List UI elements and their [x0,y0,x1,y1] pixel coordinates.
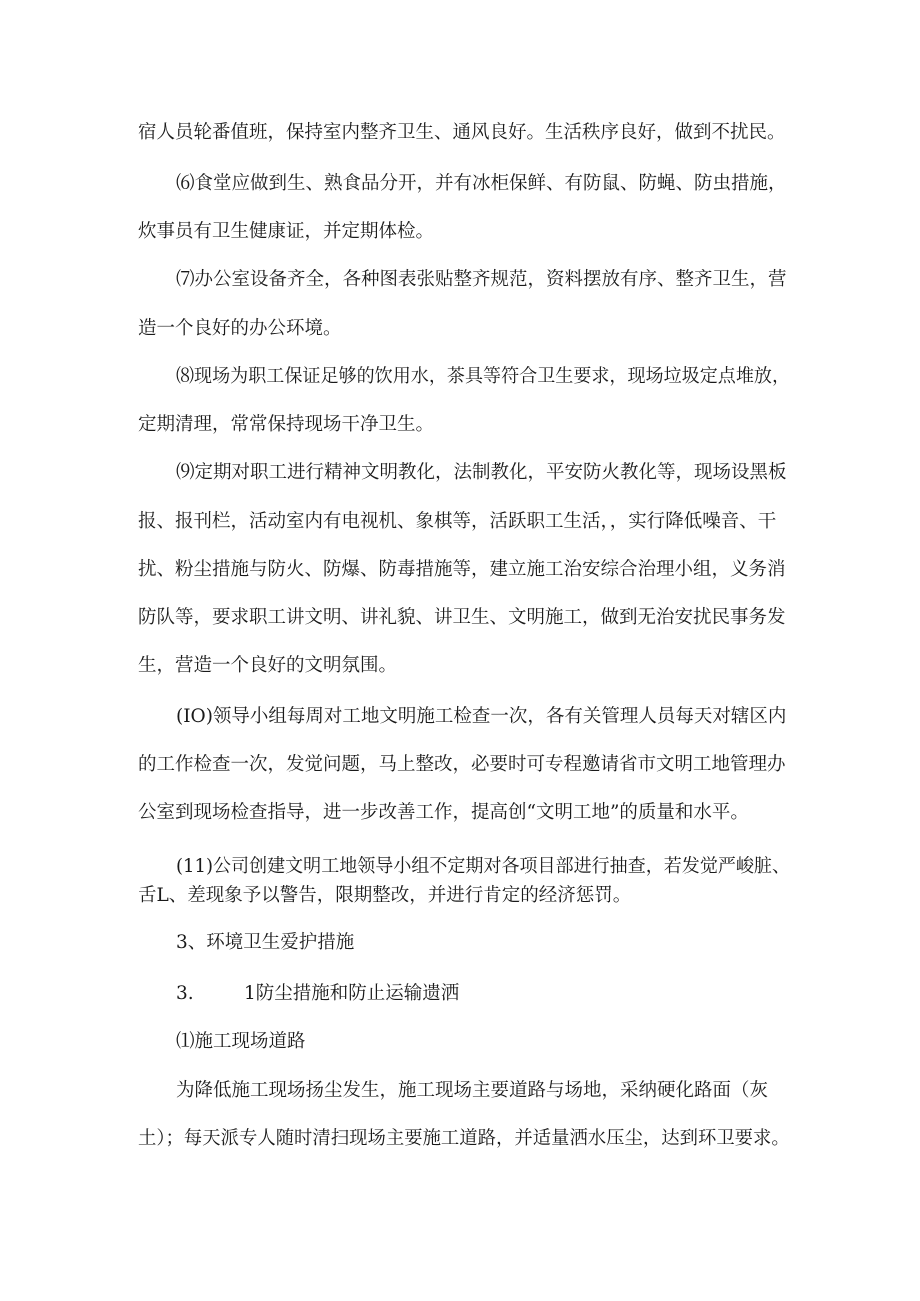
text-line: 定期清理，常常保持现场干净卫生。 [138,414,435,435]
text-line: 公室到现场检查指导，进一步改善工作，提高创“文明工地”的质量和水平。 [138,802,749,823]
text-line: (IO)领导小组每周对工地文明施工检查一次，各有关管理人员每天对辖区内 [176,706,787,727]
text-line: 生，营造一个良好的文明氛围。 [138,655,398,676]
text-line: 报、报刊栏，活动室内有电视机、象棋等，活跃职工生活，，实行降低噪音、干 [138,511,777,532]
text-line: 的工作检查一次，发觉问题，马上整改，必要时可专程邀请省市文明工地管理办 [138,754,786,775]
text-line: ⑹食堂应做到生、熟食品分开，并有冰柜保鲜、有防鼠、防蝇、防虫措施， [176,173,787,194]
text-line: 宿人员轮番值班，保持室内整齐卫生、通风良好。生活秩序良好，做到不扰民。 [138,122,786,143]
text-line: ⑺办公室设备齐全，各种图表张贴整齐规范，资料摆放有序、整齐卫生，营 [176,269,787,290]
text-line: ⑼定期对职工进行精神文明教化，法制教化，平安防火教化等，现场设黑板 [176,462,787,483]
subsection-heading: 1防尘措施和防止运输遗洒 [244,983,460,1004]
text-line: 扰、粉尘措施与防火、防爆、防毒措施等，建立施工治安综合治理小组，义务消 [138,559,786,580]
text-line: 炊事员有卫生健康证，并定期体检。 [138,221,435,242]
subsection-number: 3. [176,983,194,1004]
text-line: 防队等，要求职工讲文明、讲礼貌、讲卫生、文明施工，做到无治安扰民事务发 [138,607,786,628]
text-line: (11)公司创建文明工地领导小组不定期对各项目部进行抽查，若发觉严峻脏、 [176,856,790,877]
text-line: 舌L、差现象予以警告，限期整改，并进行肯定的经济惩罚。 [138,885,632,906]
text-line: 造一个良好的办公环境。 [138,318,342,339]
item-heading: ⑴施工现场道路 [176,1031,306,1052]
text-line: 为降低施工现场扬尘发生，施工现场主要道路与场地，采纳硬化路面（灰 [176,1080,769,1101]
text-line: ⑻现场为职工保证足够的饮用水，茶具等符合卫生要求，现场垃圾定点堆放， [176,366,791,387]
section-heading: 3、环境卫生爱护措施 [176,932,355,953]
text-line: 土）；每天派专人随时清扫现场主要施工道路，并适量洒水压尘，达到环卫要求。 [138,1128,790,1149]
